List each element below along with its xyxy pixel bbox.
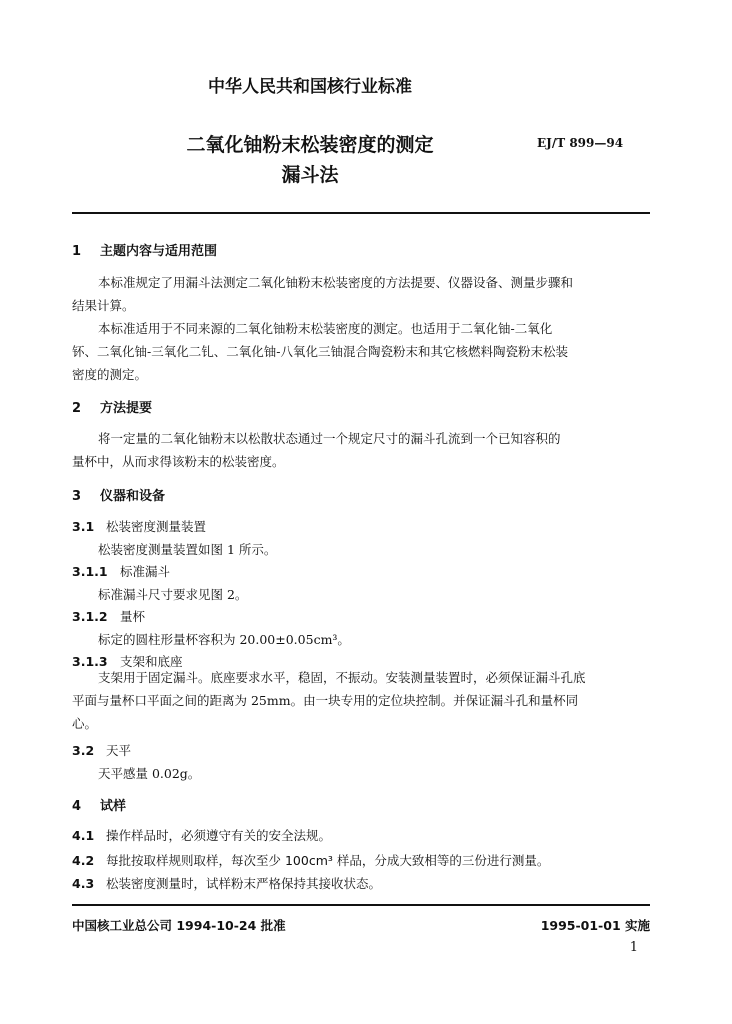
section-title: 主题内容与适用范围 (100, 244, 218, 259)
subsection-3-1-2-text: 标定的圆柱形量杯容积为 20.00±0.05cm³。 (98, 632, 350, 647)
standard-code: EJ/T 899—94 (537, 136, 624, 150)
section-4-heading (72, 795, 126, 814)
subsection-text: 松装密度测量时，试样粉末严格保持其接收状态。 (106, 876, 382, 891)
document-title: 二氧化铀粉末松装密度的测定 (186, 134, 434, 156)
text-line: 结果计算。 (72, 298, 135, 313)
subsection-4-2 (72, 851, 549, 869)
subsection-number: 3.1.3 (72, 654, 108, 669)
text-line: 钚、二氧化铀-三氧化二钆、二氧化铀-八氧化三铀混合陶瓷粉末和其它核燃料陶瓷粉末松装 (72, 344, 568, 359)
subsection-number: 3.1.1 (72, 564, 108, 579)
subsection-number: 3.1.2 (72, 609, 108, 624)
section-title: 仪器和设备 (100, 489, 166, 504)
section-title: 方法提要 (100, 401, 153, 416)
text-line: 将一定量的二氧化铀粉末以松散状态通过一个规定尺寸的漏斗孔流到一个已知容积的 (98, 431, 561, 446)
section-3-heading (72, 485, 165, 504)
section-number: 4 (72, 799, 82, 814)
subsection-title: 天平 (106, 743, 132, 758)
subsection-number: 4.1 (72, 828, 95, 843)
text-line: 心。 (72, 716, 98, 731)
subsection-3-2-heading (72, 741, 131, 759)
subsection-text: 每批按取样规则取样，每次至少 100cm³ 样品，分成大致相等的三份进行测量。 (106, 853, 550, 868)
section-number: 1 (72, 244, 82, 259)
subsection-number: 4.3 (72, 876, 95, 891)
text-line: 密度的测定。 (72, 367, 148, 382)
text-line: 本标准规定了用漏斗法测定二氧化铀粉末松装密度的方法提要、仪器设备、测量步骤和 (98, 275, 574, 290)
subsection-3-1-text: 松装密度测量装置如图 1 所示。 (98, 542, 277, 557)
section-2-paragraph (72, 427, 652, 473)
subsection-4-1 (72, 826, 331, 844)
subsection-number: 3.2 (72, 743, 95, 758)
text-line: 本标准适用于不同来源的二氧化铀粉末松装密度的测定。也适用于二氧化铀-二氧化 (98, 321, 553, 336)
subsection-title: 量杯 (120, 609, 146, 624)
subsection-3-1-2-heading (72, 607, 145, 625)
document-subtitle: 漏斗法 (281, 164, 339, 186)
subsection-number: 4.2 (72, 853, 95, 868)
section-1-paragraph-1 (72, 271, 652, 317)
implementation-line: 1995-01-01 实施 (540, 918, 650, 933)
subsection-title: 支架和底座 (120, 654, 183, 669)
footer-rule (72, 904, 650, 906)
subsection-3-1-1-text: 标准漏斗尺寸要求见图 2。 (98, 587, 248, 602)
standard-organization: 中华人民共和国核行业标准 (208, 77, 412, 97)
text-line: 量杯中，从而求得该粉末的松装密度。 (72, 454, 285, 469)
page-number: 1 (629, 940, 638, 955)
text-line: 支架用于固定漏斗。底座要求水平，稳固，不振动。安装测量装置时，必须保证漏斗孔底 (98, 670, 586, 685)
section-number: 2 (72, 401, 82, 416)
subsection-title: 松装密度测量装置 (106, 519, 207, 534)
subsection-3-1-heading (72, 517, 206, 535)
section-1-paragraph-2 (72, 317, 652, 386)
subsection-3-1-3-paragraph (72, 666, 652, 735)
header-rule (72, 212, 650, 214)
subsection-text: 操作样品时，必须遵守有关的安全法规。 (106, 828, 332, 843)
section-2-heading (72, 397, 152, 416)
subsection-number: 3.1 (72, 519, 95, 534)
approval-line: 中国核工业总公司 1994-10-24 批准 (72, 918, 286, 933)
section-title: 试样 (100, 799, 127, 814)
text-line: 平面与量杯口平面之间的距离为 25mm。由一块专用的定位块控制。并保证漏斗孔和量杯同 (72, 693, 579, 708)
subsection-4-3 (72, 874, 381, 892)
section-number: 3 (72, 489, 82, 504)
subsection-3-1-1-heading (72, 562, 170, 580)
section-1-heading (72, 240, 217, 259)
subsection-3-2-text: 天平感量 0.02g。 (98, 766, 201, 781)
subsection-title: 标准漏斗 (120, 564, 171, 579)
